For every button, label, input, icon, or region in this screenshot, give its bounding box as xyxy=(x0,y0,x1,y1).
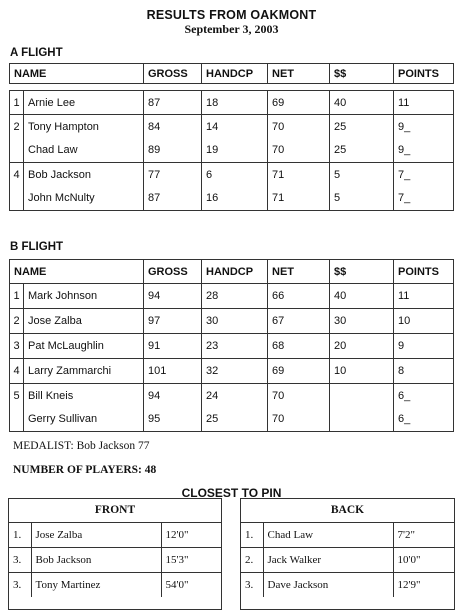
name-cell: Jose Zalba xyxy=(31,523,161,548)
rank-cell: 1 xyxy=(10,284,24,309)
handcp-cell: 19 xyxy=(202,139,268,163)
table-row xyxy=(10,187,454,211)
table-row xyxy=(10,309,454,334)
distance-cell: 15'3" xyxy=(161,548,221,573)
table-row xyxy=(9,523,221,548)
col-gross-header: GROSS xyxy=(144,64,202,84)
hole-cell: 1. xyxy=(9,523,31,548)
name-cell: Arnie Lee xyxy=(24,91,144,115)
net-cell: 66 xyxy=(268,284,330,309)
handcp-cell: 23 xyxy=(202,334,268,359)
col-money-header: $$ xyxy=(330,260,394,284)
money-cell xyxy=(330,408,394,432)
gross-cell: 84 xyxy=(144,115,202,139)
money-cell: 10 xyxy=(330,359,394,384)
front-label: FRONT xyxy=(9,499,221,523)
name-cell: Bill Kneis xyxy=(24,384,144,408)
points-cell: 7_ xyxy=(394,163,454,187)
b-flight-label: B FLIGHT xyxy=(10,241,64,253)
col-name-header: NAME xyxy=(10,64,144,84)
rank-cell xyxy=(10,408,24,432)
points-cell: 6_ xyxy=(394,384,454,408)
handcp-cell: 25 xyxy=(202,408,268,432)
gross-cell: 94 xyxy=(144,284,202,309)
table-row xyxy=(10,139,454,163)
rank-cell: 3 xyxy=(10,334,24,359)
distance-cell: 12'0" xyxy=(161,523,221,548)
handcp-cell: 6 xyxy=(202,163,268,187)
a-flight-label: A FLIGHT xyxy=(10,47,63,59)
hole-cell: 3. xyxy=(9,548,31,573)
table-row xyxy=(10,359,454,384)
rank-cell: 5 xyxy=(10,384,24,408)
name-cell: Pat McLaughlin xyxy=(24,334,144,359)
distance-cell: 7'2" xyxy=(393,523,454,548)
hole-cell: 2. xyxy=(241,548,263,573)
name-cell: Chad Law xyxy=(24,139,144,163)
a-flight-body xyxy=(9,90,454,211)
table-row xyxy=(10,408,454,432)
handcp-cell: 24 xyxy=(202,384,268,408)
table-row xyxy=(9,548,221,573)
gross-cell: 77 xyxy=(144,163,202,187)
name-cell: Bob Jackson xyxy=(31,548,161,573)
money-cell: 25 xyxy=(330,115,394,139)
name-cell: Jack Walker xyxy=(263,548,393,573)
medalist-note: MEDALIST: Bob Jackson 77 xyxy=(13,440,150,452)
money-cell: 40 xyxy=(330,284,394,309)
points-cell: 8 xyxy=(394,359,454,384)
hole-cell: 1. xyxy=(241,523,263,548)
back-label: BACK xyxy=(241,499,454,523)
handcp-cell: 30 xyxy=(202,309,268,334)
name-cell: Bob Jackson xyxy=(24,163,144,187)
rank-cell: 2 xyxy=(10,309,24,334)
table-header-row xyxy=(10,64,454,84)
handcp-cell: 14 xyxy=(202,115,268,139)
money-cell: 20 xyxy=(330,334,394,359)
b-flight-table xyxy=(9,259,454,284)
handcp-cell: 32 xyxy=(202,359,268,384)
points-cell: 9 xyxy=(394,334,454,359)
gross-cell: 91 xyxy=(144,334,202,359)
table-header-row xyxy=(10,260,454,284)
name-cell: Larry Zammarchi xyxy=(24,359,144,384)
points-cell: 9_ xyxy=(394,115,454,139)
gross-cell: 94 xyxy=(144,384,202,408)
net-cell: 70 xyxy=(268,384,330,408)
name-cell: Tony Martinez xyxy=(31,573,161,598)
table-row xyxy=(10,384,454,408)
distance-cell: 54'0" xyxy=(161,573,221,598)
distance-cell: 12'9" xyxy=(393,573,454,598)
points-cell: 7_ xyxy=(394,187,454,211)
rank-cell xyxy=(10,187,24,211)
money-cell: 40 xyxy=(330,91,394,115)
players-count: NUMBER OF PLAYERS: 48 xyxy=(13,464,157,476)
gross-cell: 87 xyxy=(144,91,202,115)
page-date: September 3, 2003 xyxy=(184,22,279,36)
col-net-header: NET xyxy=(268,64,330,84)
money-cell: 5 xyxy=(330,163,394,187)
net-cell: 70 xyxy=(268,139,330,163)
table-row xyxy=(241,523,454,548)
table-row xyxy=(241,573,454,598)
col-handcp-header: HANDCP xyxy=(202,64,268,84)
net-cell: 69 xyxy=(268,359,330,384)
money-cell xyxy=(330,384,394,408)
name-cell: Tony Hampton xyxy=(24,115,144,139)
points-cell: 11 xyxy=(394,91,454,115)
gross-cell: 89 xyxy=(144,139,202,163)
net-cell: 70 xyxy=(268,408,330,432)
handcp-cell: 16 xyxy=(202,187,268,211)
closest-to-pin-title: CLOSEST TO PIN xyxy=(181,486,282,500)
points-cell: 9_ xyxy=(394,139,454,163)
hole-cell: 3. xyxy=(9,573,31,598)
col-net-header: NET xyxy=(268,260,330,284)
table-row xyxy=(9,573,221,598)
money-cell: 5 xyxy=(330,187,394,211)
money-cell: 25 xyxy=(330,139,394,163)
table-row xyxy=(10,91,454,115)
col-money-header: $$ xyxy=(330,64,394,84)
net-cell: 71 xyxy=(268,163,330,187)
gross-cell: 95 xyxy=(144,408,202,432)
col-gross-header: GROSS xyxy=(144,260,202,284)
points-cell: 10 xyxy=(394,309,454,334)
name-cell: Gerry Sullivan xyxy=(24,408,144,432)
front-pin-box xyxy=(8,498,222,610)
money-cell: 30 xyxy=(330,309,394,334)
table-row xyxy=(10,284,454,309)
hole-cell: 3. xyxy=(241,573,263,598)
distance-cell: 10'0" xyxy=(393,548,454,573)
col-points-header: POINTS xyxy=(394,260,454,284)
rank-cell xyxy=(10,139,24,163)
rank-cell: 1 xyxy=(10,91,24,115)
col-handcp-header: HANDCP xyxy=(202,260,268,284)
a-flight-table xyxy=(9,63,454,84)
table-row xyxy=(241,548,454,573)
table-row xyxy=(10,334,454,359)
net-cell: 67 xyxy=(268,309,330,334)
net-cell: 71 xyxy=(268,187,330,211)
col-name-header: NAME xyxy=(10,260,144,284)
handcp-cell: 18 xyxy=(202,91,268,115)
back-pin-box xyxy=(240,498,455,610)
name-cell: Dave Jackson xyxy=(263,573,393,598)
gross-cell: 101 xyxy=(144,359,202,384)
table-row xyxy=(10,115,454,139)
name-cell: John McNulty xyxy=(24,187,144,211)
points-cell: 11 xyxy=(394,284,454,309)
page-title: RESULTS FROM OAKMONT xyxy=(146,8,317,22)
back-pin-table xyxy=(241,523,454,597)
rank-cell: 2 xyxy=(10,115,24,139)
name-cell: Mark Johnson xyxy=(24,284,144,309)
b-flight-body xyxy=(9,283,454,432)
col-points-header: POINTS xyxy=(394,64,454,84)
table-row xyxy=(10,163,454,187)
name-cell: Chad Law xyxy=(263,523,393,548)
name-cell: Jose Zalba xyxy=(24,309,144,334)
rank-cell: 4 xyxy=(10,359,24,384)
net-cell: 70 xyxy=(268,115,330,139)
net-cell: 68 xyxy=(268,334,330,359)
gross-cell: 87 xyxy=(144,187,202,211)
gross-cell: 97 xyxy=(144,309,202,334)
rank-cell: 4 xyxy=(10,163,24,187)
handcp-cell: 28 xyxy=(202,284,268,309)
net-cell: 69 xyxy=(268,91,330,115)
front-pin-table xyxy=(9,523,221,597)
points-cell: 6_ xyxy=(394,408,454,432)
